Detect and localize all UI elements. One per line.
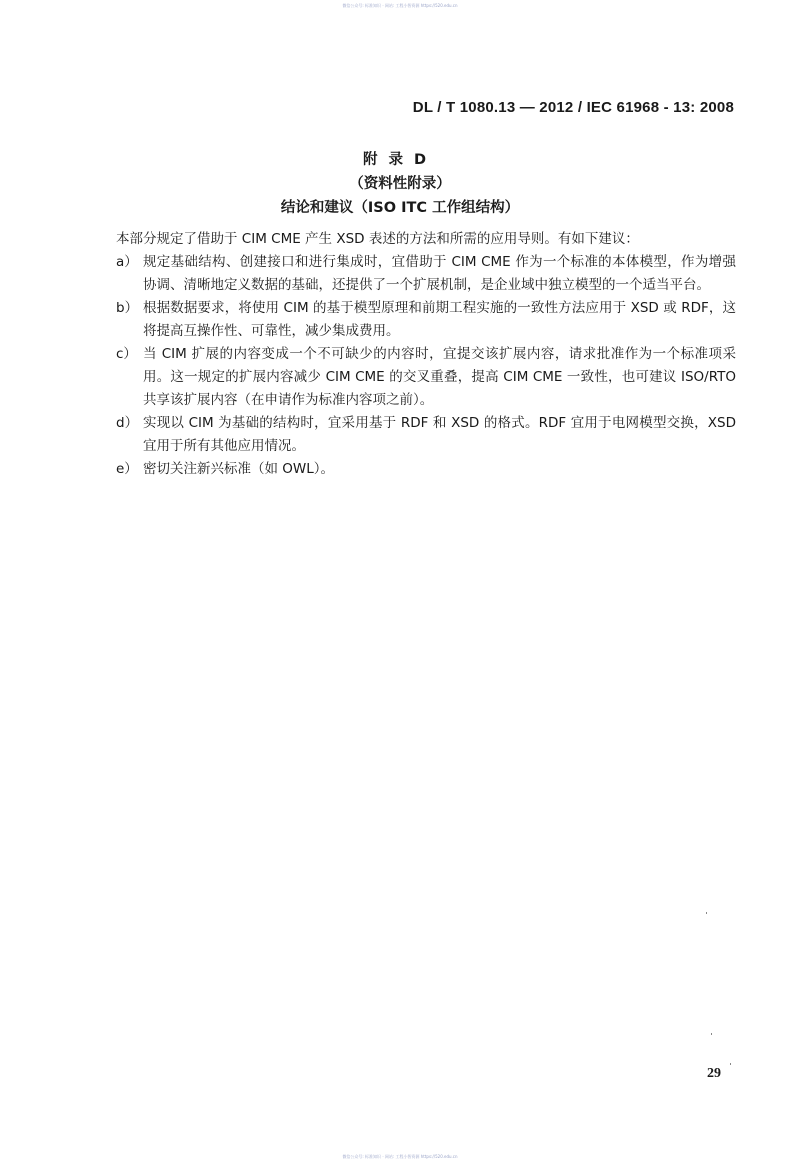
list-marker: b） [116, 300, 139, 316]
scan-speck [730, 1063, 731, 1065]
watermark-bottom: 微信公众号: 标准知识 · 网站: 工程小智资源 https://520.edu.cn [342, 1154, 458, 1159]
list-item-text: 根据数据要求，将使用 CIM 的基于模型原理和前期工程实施的一致性方法应用于 XSD 或 RDF，这将提高互操作性、可靠性，减少集成费用。 [143, 300, 736, 339]
appendix-subtitle: （资料性附录） [349, 176, 451, 192]
appendix-title: 附录D [362, 152, 438, 168]
list-marker: a） [116, 254, 138, 270]
list-item [116, 297, 736, 343]
list-item [116, 251, 736, 297]
scan-speck [706, 912, 707, 914]
standard-number-header: DL / T 1080.13 — 2012 / IEC 61968 - 13: 2008 [412, 99, 734, 116]
list-marker: e） [116, 461, 138, 477]
body-content [116, 228, 736, 481]
list-item [116, 343, 736, 412]
list-item-text: 密切关注新兴标准（如 OWL）。 [143, 461, 335, 477]
list-marker: d） [116, 415, 139, 431]
page-number: 29 [707, 1066, 721, 1081]
list-item-text: 实现以 CIM 为基础的结构时，宜采用基于 RDF 和 XSD 的格式。RDF 宜用于电网模型交换，XSD 宜用于所有其他应用情况。 [143, 415, 736, 454]
list-marker: c） [116, 346, 137, 362]
list-item-text: 规定基础结构、创建接口和进行集成时，宜借助于 CIM CME 作为一个标准的本体模型，作为增强协调、清晰地定义数据的基础，还提供了一个扩展机制，是企业域中独立模型的一个适当平台。 [143, 254, 736, 293]
list-item-text: 当 CIM 扩展的内容变成一个不可缺少的内容时，宜提交该扩展内容，请求批准作为一个标准项采用。这一规定的扩展内容减少 CIM CME 的交叉重叠，提高 CIM CME 一致性，也可建议 ISO/RTO 共享该扩展内容（在申请作为标准内容项之前）。 [143, 346, 736, 408]
appendix-heading: 结论和建议（ISO ITC 工作组结构） [280, 200, 520, 216]
watermark-top: 微信公众号: 标准知识 · 网站: 工程小智资源 https://520.edu.cn [342, 3, 458, 8]
scan-speck [711, 1033, 712, 1035]
intro-paragraph: 本部分规定了借助于 CIM CME 产生 XSD 表述的方法和所需的应用导则。有如下建议： [116, 231, 639, 247]
list-item [116, 412, 736, 458]
list-item [116, 458, 736, 481]
